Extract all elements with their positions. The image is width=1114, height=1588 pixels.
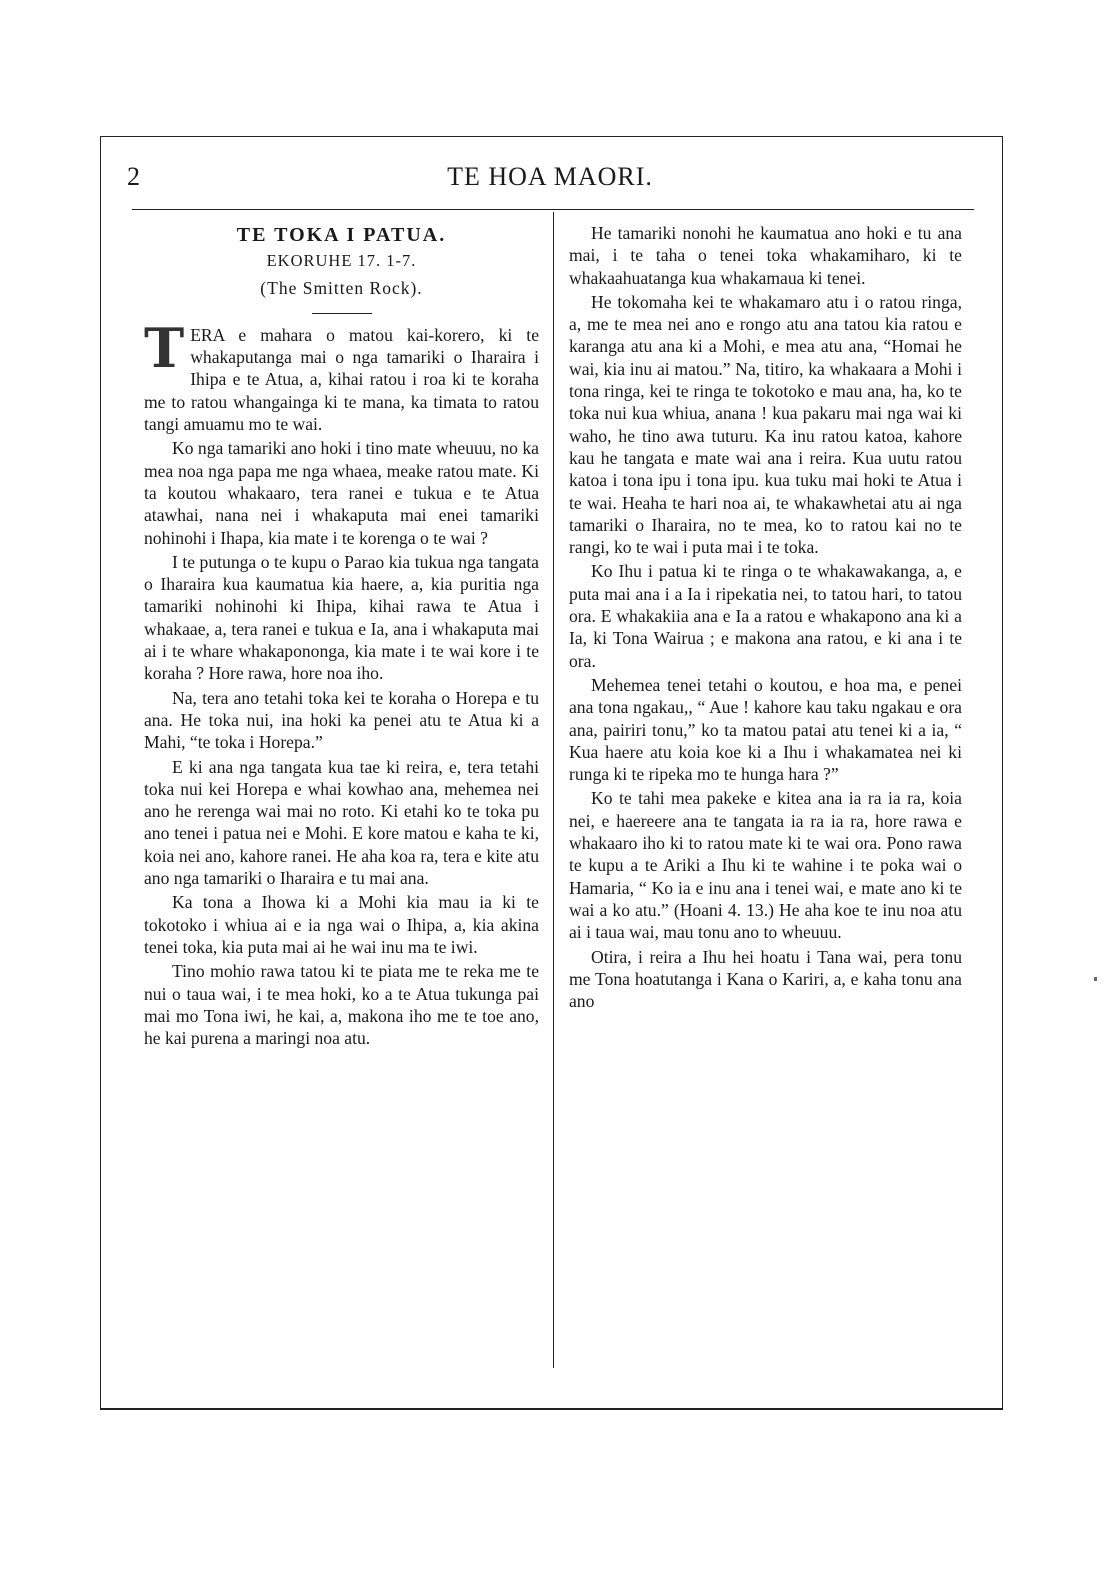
page-number: 2 [127, 162, 140, 191]
first-paragraph [144, 315, 539, 435]
paragraph: Ko nga tamariki ano hoki i tino mate wheuuu, no ka mea noa nga papa me nga whaea, meake ratou mate. Ki ta koutou whakaaro, tera ranei e tukua e te Atua atawhai, nana nei i whakaputa mai enei tamariki nohinohi i Ihapa, kia mate i te korenga o te wai ? [144, 438, 539, 548]
scripture-reference: EKORUHE 17. 1-7. [266, 251, 417, 271]
drop-cap: T [144, 315, 185, 380]
publication-title: TE HOA MAORI. [447, 162, 653, 191]
article-subtitle: (The Smitten Rock). [260, 277, 423, 298]
paragraph: Ko Ihu i patua ki te ringa o te whakawakanga, a, e puta mai ana i a Ia i ripekatia nei, to tatou hari, to tatou ora. E whakakiia ana e Ia a ratou e whakapono ana ki a Ia, ki Tona Wairua ; e makona ana ratou, e ki ana i te ora. [569, 561, 962, 671]
paragraph: Tino mohio rawa tatou ki te piata me te reka me te nui o taua wai, i te mea hoki, ko a te Atua tukunga pai mai mo Tona iwi, he kai, a, makona iho me te toe ano, he kai purena a maringi noa atu. [144, 961, 539, 1049]
article-heading [144, 224, 539, 314]
first-paragraph-text: ERA e mahara o matou kai-korero, ki te whakaputanga mai o nga tamariki o Iharaira i Ihipa e te Atua, a, kihai ratou i roa ki te koraha me to ratou whangainga ki te mana, ka timata to ratou tangi amuamu mo te wai. [144, 324, 539, 435]
left-column [144, 222, 539, 1051]
stray-mark [1094, 977, 1097, 981]
paragraph: Ko te tahi mea pakeke e kitea ana ia ra ia ra, koia nei, e haereere ana te tangata ia ra ia ra, hore rawa e whakaaro iho ki to ratou mate ki te wai ora. Pono rawa te kupu a te Ariki a Ihu ki te wahine i te poka wai o Hamaria, “ Ko ia e inu ana i tenei wai, e mate ano ki te wai a ko atu.” (Hoani 4. 13.) He aha koe te inu noa atu ai i taua wai, mau tonu ano to wheuuu. [569, 788, 962, 943]
paragraph: He tamariki nonohi he kaumatua ano hoki e tu ana mai, i te taha o tenei toka whakamiharo, ki te whakaahuatanga kua whakamaua ki tenei. [569, 223, 962, 288]
header-rule [132, 209, 974, 210]
paragraph: Na, tera ano tetahi toka kei te koraha o Horepa e tu ana. He toka nui, ina hoki ka penei atu te Atua ki a Mahi, “te toka i Horepa.” [144, 687, 539, 753]
article-title: TE TOKA I PATUA. [236, 224, 447, 246]
paragraph: I te putunga o te kupu o Parao kia tukua nga tangata o Iharaira kua kaumatua kia haere, a, kia puritia nga tamariki nohinohi ki Ihipa, kihai rawa te Atua i whakaae, a, tera ranei e tukua e Ia, ana i whakaputa mai ai i te whare whakapononga, kia mate i te wai kore i te koraha ? Hore rawa, hore noa iho. [144, 551, 539, 684]
column-divider [553, 212, 554, 1368]
paragraph: Ka tona a Ihowa ki a Mohi kia mau ia ki te tokotoko i whiua ai e ia nga wai o Ihipa, a, kia akina tenei toka, kia puta mai ai he wai inu ma te iwi. [144, 892, 539, 957]
right-column [569, 222, 962, 1014]
paragraph: Otira, i reira a Ihu hei hoatu i Tana wai, pera tonu me Tona hoatutanga i Kana o Kariri, a, e kaha tonu ana ano [569, 946, 962, 1012]
paragraph: Mehemea tenei tetahi o koutou, e hoa ma, e penei ana tona ngakau,, “ Aue ! kahore kau taku ngakau e ora ana, pairiri tonu,” ko ta matou patai atu tenei ki a ia, “ Kua haere atu koia koe ki a Ihu i whakamatea nei ki runga ki te ripeka mo te hunga hara ?” [569, 674, 962, 785]
paragraph: He tokomaha kei te whakamaro atu i o ratou ringa, a, me te mea nei ano e rongo atu ana tatou kia ratou e karanga atu ana ki a Mohi, e mea atu ana, “Homai he wai, kia inu ai matou.” Na, titiro, ka whakaara a Mohi i tona ringa, kei te ringa te tokotoko e mau ana, ha, ko te toka nui kua whiua, anana ! kua pakaru mai nga wai ki waho, he tino awa tuturu. Ka inu ratou katoa, kahore kau he tangata e mate wai ana i reira. Kua uutu ratou katoa i tona ipu i tona ipu. kua tuku mai hoki te Atua i te wai. Heaha te hari noa ai, te whakawhetai atu ai nga tamariki o Iharaira, no te mea, ko to ratou kai no te rangi, ko te wai i puta mai i te toka. [569, 291, 962, 558]
title-rule [312, 313, 372, 314]
paragraph: E ki ana nga tangata kua tae ki reira, e, tera tetahi toka nui kei Horepa e whai kowhao ana, mehemea nei ano he rerenga wai mai no roto. Ki etahi ko te toka pu ano tenei i patua nei e Mohi. E kore matou e kaha te ki, koia nei ano, kahore ranei. He aha koa ra, tera e kite atu ano nga tamariki o Iharaira e tu mai ana. [144, 756, 539, 889]
